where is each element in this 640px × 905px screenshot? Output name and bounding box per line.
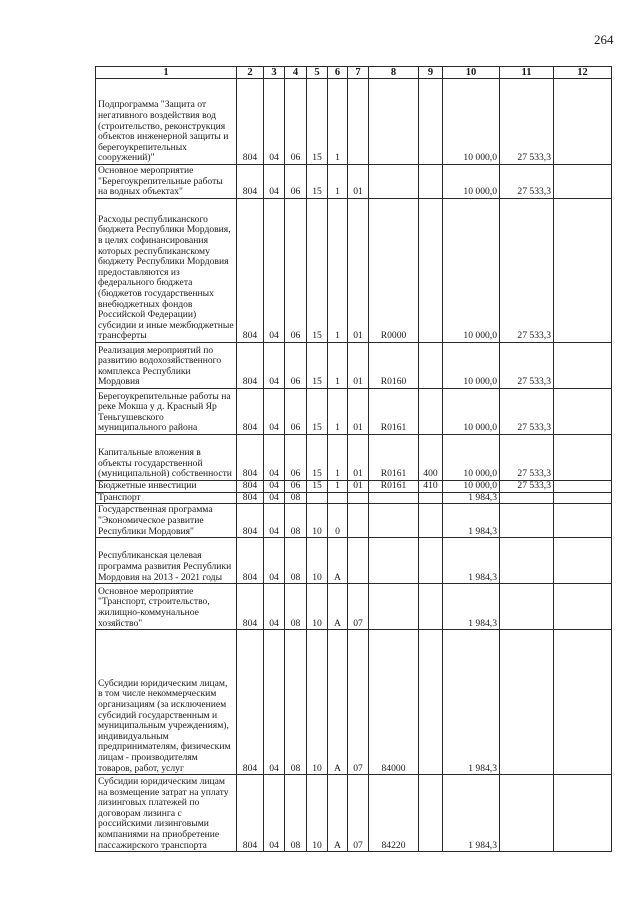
cell-subprogram-code: 1 xyxy=(328,165,348,199)
cell-section: 04 xyxy=(264,584,285,630)
cell-amount-2021 xyxy=(554,492,612,504)
column-header-ministry-code: 2 xyxy=(237,67,264,79)
cell-program-code: 10 xyxy=(307,775,328,852)
cell-name: Берегоукрепительные работы на реке Мокша у д. Красный Яр Теньгушевского муниципального района xyxy=(96,389,237,435)
budget-table xyxy=(95,66,612,852)
cell-section: 04 xyxy=(264,481,285,493)
cell-amount-2021 xyxy=(554,584,612,630)
cell-section: 04 xyxy=(264,165,285,199)
cell-subprogram-code: 1 xyxy=(328,343,348,389)
cell-ministry-code: 804 xyxy=(237,584,264,630)
cell-amount-2021 xyxy=(554,775,612,852)
cell-expense-type xyxy=(419,79,443,165)
cell-direction-code: R0161 xyxy=(369,435,419,481)
cell-subprogram-code: 0 xyxy=(328,504,348,538)
table-header xyxy=(96,67,612,79)
cell-name: Субсидии юридическим лицам, в том числе некоммерческим организациям (за исключением субсидий государственным и муниципальным учреждениям), индивидуальным предпринимателям, физическим лицам - производителям товаров, работ, услуг xyxy=(96,630,237,775)
cell-amount-2020 xyxy=(500,775,554,852)
cell-amount-2020: 27 533,3 xyxy=(500,389,554,435)
table-row xyxy=(96,343,612,389)
table-row xyxy=(96,481,612,493)
column-header-activity-code: 7 xyxy=(348,67,369,79)
cell-subprogram-code: А xyxy=(328,630,348,775)
column-header-direction-code: 8 xyxy=(369,67,419,79)
cell-subsection: 08 xyxy=(285,630,307,775)
cell-subsection: 06 xyxy=(285,481,307,493)
cell-program-code: 10 xyxy=(307,504,328,538)
cell-activity-code: 07 xyxy=(348,630,369,775)
cell-section: 04 xyxy=(264,343,285,389)
cell-amount-2021 xyxy=(554,504,612,538)
cell-expense-type xyxy=(419,504,443,538)
cell-subprogram-code: 1 xyxy=(328,199,348,343)
cell-subsection: 06 xyxy=(285,79,307,165)
cell-expense-type xyxy=(419,199,443,343)
cell-name: Транспорт xyxy=(96,492,237,504)
cell-amount-2019: 1 984,3 xyxy=(443,504,500,538)
table-row xyxy=(96,389,612,435)
table-row xyxy=(96,775,612,852)
column-header-program-code: 5 xyxy=(307,67,328,79)
cell-ministry-code: 804 xyxy=(237,165,264,199)
column-header-subprogram-code: 6 xyxy=(328,67,348,79)
cell-subprogram-code xyxy=(328,492,348,504)
cell-name: Основное мероприятие "Транспорт, строительство, жилищно-коммунальное хозяйство" xyxy=(96,584,237,630)
cell-ministry-code: 804 xyxy=(237,504,264,538)
table-body xyxy=(96,79,612,852)
cell-amount-2020: 27 533,3 xyxy=(500,199,554,343)
cell-subprogram-code: 1 xyxy=(328,435,348,481)
column-header-section: 3 xyxy=(264,67,285,79)
cell-expense-type xyxy=(419,775,443,852)
cell-amount-2019: 1 984,3 xyxy=(443,630,500,775)
cell-subsection: 08 xyxy=(285,775,307,852)
cell-direction-code xyxy=(369,79,419,165)
cell-activity-code: 01 xyxy=(348,435,369,481)
cell-subsection: 08 xyxy=(285,504,307,538)
cell-subsection: 08 xyxy=(285,538,307,584)
cell-subsection: 06 xyxy=(285,343,307,389)
cell-amount-2020: 27 533,3 xyxy=(500,435,554,481)
cell-amount-2019: 10 000,0 xyxy=(443,165,500,199)
cell-name: Основное мероприятие "Берегоукрепительные работы на водных объектах" xyxy=(96,165,237,199)
cell-subprogram-code: 1 xyxy=(328,389,348,435)
cell-subprogram-code: 1 xyxy=(328,481,348,493)
cell-expense-type xyxy=(419,165,443,199)
cell-section: 04 xyxy=(264,775,285,852)
cell-program-code: 15 xyxy=(307,481,328,493)
page-number: 264 xyxy=(594,32,614,47)
cell-name: Государственная программа "Экономическое развитие Республики Мордовия" xyxy=(96,504,237,538)
cell-subsection: 08 xyxy=(285,492,307,504)
cell-subsection: 06 xyxy=(285,389,307,435)
cell-name: Субсидии юридическим лицам на возмещение затрат на уплату лизинговых платежей по договорам лизинга с российскими лизинговыми компаниями на приобретение пассажирского транспорта xyxy=(96,775,237,852)
cell-program-code: 15 xyxy=(307,343,328,389)
cell-program-code: 15 xyxy=(307,79,328,165)
table-row xyxy=(96,584,612,630)
cell-activity-code: 07 xyxy=(348,584,369,630)
cell-name: Реализация мероприятий по развитию водохозяйственного комплекса Республики Мордовия xyxy=(96,343,237,389)
cell-activity-code xyxy=(348,538,369,584)
column-header-amount-2020: 11 xyxy=(500,67,554,79)
column-header-amount-2019: 10 xyxy=(443,67,500,79)
cell-activity-code: 01 xyxy=(348,481,369,493)
cell-name: Подпрограмма "Защита от негативного воздействия вод (строительство, реконструкция объектов инженерной защиты и берегоукрепительных сооружений)" xyxy=(96,79,237,165)
cell-amount-2021 xyxy=(554,630,612,775)
cell-direction-code: R0000 xyxy=(369,199,419,343)
cell-direction-code xyxy=(369,538,419,584)
cell-expense-type xyxy=(419,492,443,504)
table-row xyxy=(96,165,612,199)
cell-ministry-code: 804 xyxy=(237,481,264,493)
cell-subsection: 08 xyxy=(285,584,307,630)
cell-ministry-code: 804 xyxy=(237,343,264,389)
cell-section: 04 xyxy=(264,435,285,481)
table-row xyxy=(96,492,612,504)
cell-subsection: 06 xyxy=(285,199,307,343)
cell-subsection: 06 xyxy=(285,435,307,481)
cell-activity-code xyxy=(348,504,369,538)
cell-activity-code: 01 xyxy=(348,389,369,435)
cell-amount-2019: 10 000,0 xyxy=(443,481,500,493)
cell-direction-code: 84220 xyxy=(369,775,419,852)
column-header-subsection: 4 xyxy=(285,67,307,79)
cell-section: 04 xyxy=(264,492,285,504)
cell-direction-code xyxy=(369,504,419,538)
column-header-expense-type: 9 xyxy=(419,67,443,79)
cell-amount-2020 xyxy=(500,584,554,630)
cell-subprogram-code: А xyxy=(328,584,348,630)
cell-amount-2020: 27 533,3 xyxy=(500,79,554,165)
cell-direction-code: R0160 xyxy=(369,343,419,389)
cell-amount-2021 xyxy=(554,165,612,199)
cell-name: Бюджетные инвестиции xyxy=(96,481,237,493)
cell-subprogram-code: 1 xyxy=(328,79,348,165)
cell-direction-code xyxy=(369,584,419,630)
cell-ministry-code: 804 xyxy=(237,492,264,504)
cell-amount-2019: 1 984,3 xyxy=(443,492,500,504)
cell-direction-code: R0161 xyxy=(369,389,419,435)
cell-expense-type xyxy=(419,343,443,389)
cell-amount-2021 xyxy=(554,79,612,165)
table-row xyxy=(96,79,612,165)
cell-amount-2021 xyxy=(554,538,612,584)
cell-ministry-code: 804 xyxy=(237,199,264,343)
cell-amount-2019: 1 984,3 xyxy=(443,538,500,584)
cell-program-code: 15 xyxy=(307,389,328,435)
cell-direction-code: R0161 xyxy=(369,481,419,493)
cell-program-code: 10 xyxy=(307,584,328,630)
table-row xyxy=(96,504,612,538)
cell-ministry-code: 804 xyxy=(237,79,264,165)
cell-amount-2019: 1 984,3 xyxy=(443,775,500,852)
cell-amount-2020 xyxy=(500,492,554,504)
table-header-row xyxy=(96,67,612,79)
cell-expense-type xyxy=(419,630,443,775)
cell-ministry-code: 804 xyxy=(237,435,264,481)
cell-section: 04 xyxy=(264,79,285,165)
column-header-amount-2021: 12 xyxy=(554,67,612,79)
cell-expense-type xyxy=(419,538,443,584)
cell-amount-2019: 1 984,3 xyxy=(443,584,500,630)
cell-section: 04 xyxy=(264,504,285,538)
table-row xyxy=(96,538,612,584)
cell-activity-code xyxy=(348,79,369,165)
cell-amount-2020: 27 533,3 xyxy=(500,165,554,199)
cell-subprogram-code: А xyxy=(328,538,348,584)
cell-expense-type: 400 xyxy=(419,435,443,481)
cell-amount-2020: 27 533,3 xyxy=(500,343,554,389)
cell-name: Капитальные вложения в объекты государственной (муниципальной) собственности xyxy=(96,435,237,481)
column-header-name: 1 xyxy=(96,67,237,79)
cell-activity-code: 01 xyxy=(348,343,369,389)
cell-activity-code: 01 xyxy=(348,199,369,343)
cell-amount-2020 xyxy=(500,538,554,584)
cell-name: Республиканская целевая программа развития Республики Мордовия на 2013 - 2021 годы xyxy=(96,538,237,584)
cell-ministry-code: 804 xyxy=(237,538,264,584)
cell-ministry-code: 804 xyxy=(237,630,264,775)
cell-amount-2019: 10 000,0 xyxy=(443,435,500,481)
cell-program-code: 15 xyxy=(307,435,328,481)
cell-ministry-code: 804 xyxy=(237,389,264,435)
cell-amount-2020: 27 533,3 xyxy=(500,481,554,493)
cell-direction-code xyxy=(369,165,419,199)
cell-section: 04 xyxy=(264,538,285,584)
table-row xyxy=(96,630,612,775)
cell-amount-2019: 10 000,0 xyxy=(443,79,500,165)
cell-expense-type xyxy=(419,584,443,630)
cell-amount-2021 xyxy=(554,481,612,493)
cell-amount-2019: 10 000,0 xyxy=(443,199,500,343)
cell-amount-2020 xyxy=(500,630,554,775)
cell-program-code: 15 xyxy=(307,165,328,199)
cell-section: 04 xyxy=(264,389,285,435)
cell-program-code xyxy=(307,492,328,504)
table-row xyxy=(96,435,612,481)
cell-amount-2021 xyxy=(554,199,612,343)
cell-subsection: 06 xyxy=(285,165,307,199)
cell-activity-code: 07 xyxy=(348,775,369,852)
cell-amount-2019: 10 000,0 xyxy=(443,389,500,435)
cell-ministry-code: 804 xyxy=(237,775,264,852)
cell-activity-code xyxy=(348,492,369,504)
cell-program-code: 10 xyxy=(307,538,328,584)
cell-amount-2021 xyxy=(554,435,612,481)
cell-amount-2020 xyxy=(500,504,554,538)
cell-program-code: 10 xyxy=(307,630,328,775)
cell-direction-code: 84000 xyxy=(369,630,419,775)
cell-expense-type: 410 xyxy=(419,481,443,493)
cell-subprogram-code: А xyxy=(328,775,348,852)
cell-expense-type xyxy=(419,389,443,435)
cell-activity-code: 01 xyxy=(348,165,369,199)
cell-amount-2021 xyxy=(554,389,612,435)
cell-name: Расходы республиканского бюджета Республики Мордовия, в целях софинансирования которых республиканскому бюджету Республики Мордовия предоставляются из федерального бюджета (бюджетов государственных внебюджетных фондов Российской Федерации) субсидии и иные межбюджетные трансферты xyxy=(96,199,237,343)
table-row xyxy=(96,199,612,343)
cell-section: 04 xyxy=(264,199,285,343)
cell-amount-2019: 10 000,0 xyxy=(443,343,500,389)
cell-amount-2021 xyxy=(554,343,612,389)
cell-section: 04 xyxy=(264,630,285,775)
cell-direction-code xyxy=(369,492,419,504)
cell-program-code: 15 xyxy=(307,199,328,343)
